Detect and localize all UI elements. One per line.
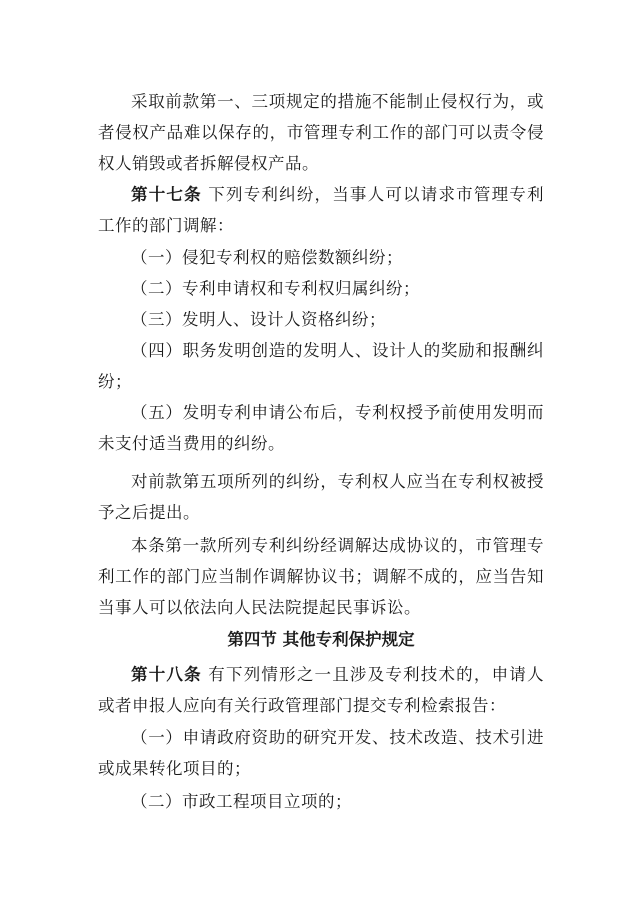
article-18: [98, 659, 544, 721]
section-4-title: 第四节 其他专利保护规定: [227, 630, 415, 649]
article-17-label: 第十七条: [131, 185, 202, 204]
article-17-text: 下列专利纠纷，当事人可以请求市管理专利工作的部门调解：: [98, 185, 544, 235]
article-17-item-2: （二）专利申请权和专利权归属纠纷；: [131, 279, 420, 298]
article-17-item-1: （一）侵犯专利权的赔偿数额纠纷；: [131, 248, 403, 267]
paragraph-measures: 采取前款第一、三项规定的措施不能制止侵权行为，或者侵权产品难以保存的，市管理专利工作的部门可以责令侵权人销毁或者拆解侵权产品。: [98, 92, 544, 173]
paragraph-mediation: 本条第一款所列专利纠纷经调解达成协议的，市管理专利工作的部门应当制作调解协议书；调解不成的，应当告知当事人可以依法向人民法院提起民事诉讼。: [98, 536, 544, 617]
article-17-item-3: （三）发明人、设计人资格纠纷；: [131, 310, 386, 329]
article-17-item-5: （五）发明专利申请公布后，专利权授予前使用发明而未支付适当费用的纠纷。: [98, 403, 544, 453]
article-18-label: 第十八条: [131, 665, 202, 684]
article-18-item-1: （一）申请政府资助的研究开发、技术改造、技术引进或成果转化项目的；: [98, 728, 544, 778]
paragraph-item5-note: 对前款第五项所列的纠纷，专利权人应当在专利权被授予之后提出。: [98, 472, 544, 522]
article-18-item-2: （二）市政工程项目立项的；: [131, 792, 352, 811]
article-17-item-4: （四）职务发明创造的发明人、设计人的奖励和报酬纠纷；: [98, 341, 544, 391]
article-17: [98, 179, 544, 241]
article-18-text: 有下列情形之一且涉及专利技术的，申请人或者申报人应向有关行政管理部门提交专利检索报告：: [98, 665, 544, 715]
